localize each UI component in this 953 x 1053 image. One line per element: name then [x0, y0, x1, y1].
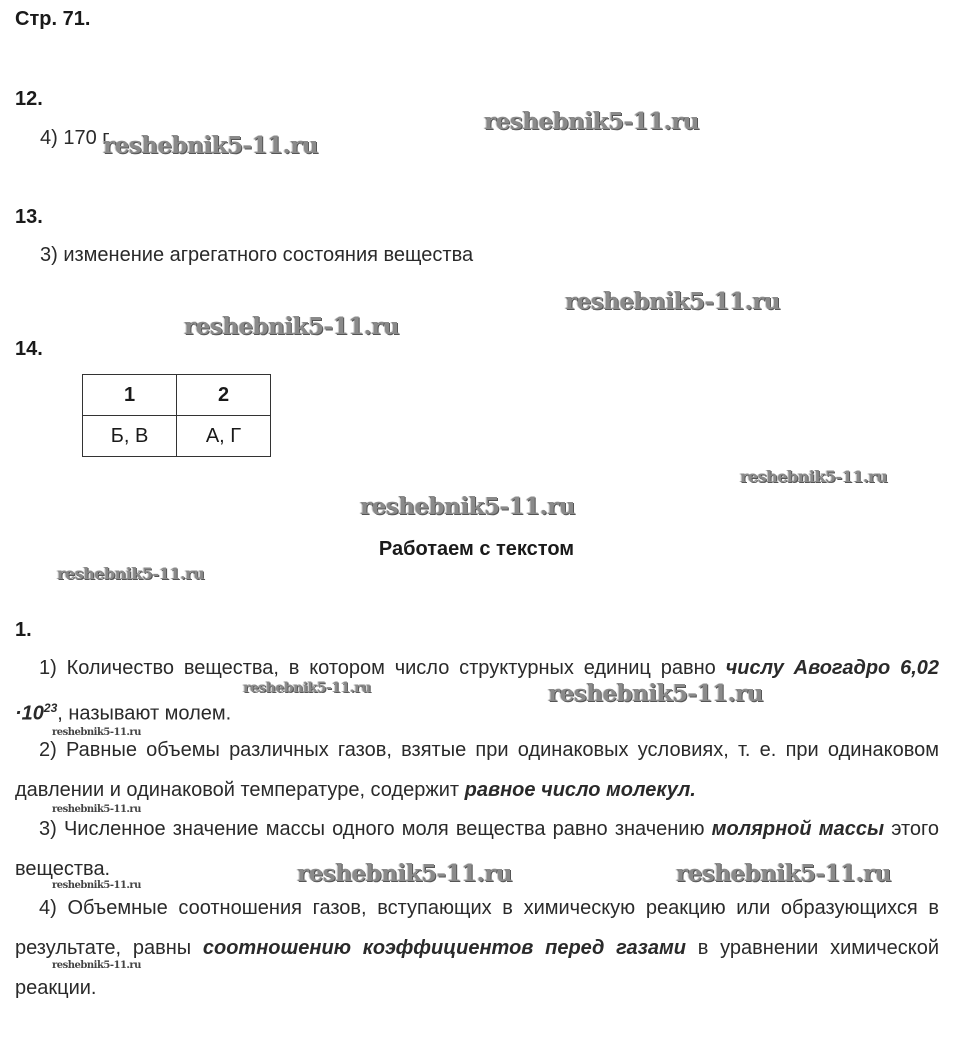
- paragraph-2: [15, 730, 939, 810]
- watermark: reshebnik5-11.ru: [740, 467, 888, 486]
- watermark: reshebnik5-11.ru: [52, 727, 141, 738]
- paragraph-1-text-end: , называют молем.: [57, 702, 232, 725]
- question-12-answer: 4) 170 г: [40, 127, 110, 149]
- table-header-cell: 2: [177, 375, 271, 416]
- table-header-row: [83, 375, 271, 416]
- watermark: reshebnik5-11.ru: [360, 493, 575, 520]
- question-14-number: 14.: [15, 338, 43, 360]
- watermark: reshebnik5-11.ru: [676, 860, 891, 887]
- table-cell: А, Г: [177, 416, 271, 457]
- watermark: reshebnik5-11.ru: [57, 564, 205, 583]
- paragraph-3-emphasis: молярной массы: [711, 818, 885, 840]
- watermark: reshebnik5-11.ru: [52, 960, 141, 971]
- watermark: reshebnik5-11.ru: [243, 680, 371, 696]
- paragraph-4-emphasis: соотношению коэффициентов перед газами: [202, 937, 687, 959]
- watermark: reshebnik5-11.ru: [52, 880, 141, 891]
- paragraph-1-emphasis: числу Авогадро 6,02 ·10: [15, 657, 939, 725]
- paragraph-1-exponent: 23: [43, 701, 58, 715]
- table-row: [83, 416, 271, 457]
- paragraph-1: [15, 648, 939, 734]
- table-cell: Б, В: [83, 416, 177, 457]
- watermark: reshebnik5-11.ru: [484, 108, 699, 135]
- paragraph-2-emphasis: равное число молекул.: [464, 779, 696, 801]
- paragraph-1-text: 1) Количество вещества, в котором число структурных единиц равно: [39, 657, 726, 679]
- question-12-number: 12.: [15, 88, 43, 110]
- answer-table: [82, 374, 271, 457]
- table-header-cell: 1: [83, 375, 177, 416]
- watermark: reshebnik5-11.ru: [184, 313, 399, 340]
- watermark: reshebnik5-11.ru: [52, 804, 141, 815]
- paragraph-3-text: 3) Численное значение массы одного моля вещества равно значению: [39, 818, 712, 840]
- text-question-1-number: 1.: [15, 619, 32, 641]
- watermark: reshebnik5-11.ru: [565, 288, 780, 315]
- question-13-number: 13.: [15, 206, 43, 228]
- paragraph-3-text-end: этого вещества.: [15, 818, 940, 880]
- paragraph-4-text-end: в уравнении химической реакции.: [15, 937, 940, 999]
- paragraph-2-text: 2) Равные объемы различных газов, взятые при одинаковых условиях, т. е. при одинаковом давлении и одинаковой температуре, содержит: [15, 739, 939, 801]
- watermark: reshebnik5-11.ru: [548, 680, 763, 707]
- watermark: reshebnik5-11.ru: [297, 860, 512, 887]
- watermark: reshebnik5-11.ru: [103, 132, 318, 159]
- paragraph-4: [15, 888, 939, 1008]
- page-title: Стр. 71.: [15, 8, 91, 30]
- paragraph-4-text: 4) Объемные соотношения газов, вступающих в химическую реакцию или образующихся в результате, равны: [15, 897, 939, 959]
- question-13-answer: 3) изменение агрегатного состояния вещества: [40, 244, 474, 266]
- section-title: Работаем с текстом: [378, 538, 575, 560]
